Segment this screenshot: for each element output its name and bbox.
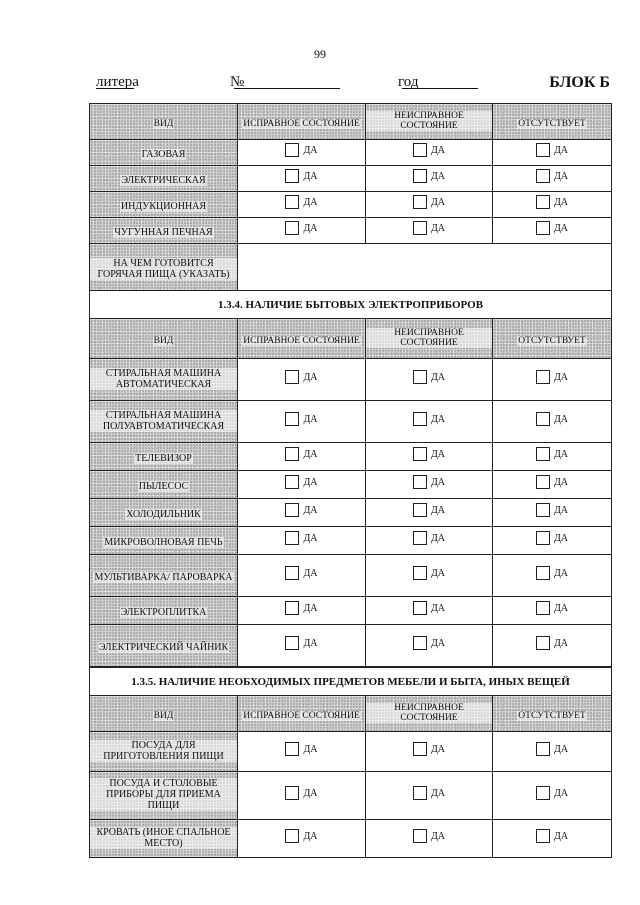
column-header-cell <box>238 319 366 359</box>
checkbox-label: ДА <box>303 602 318 614</box>
option-cell-working <box>238 772 366 820</box>
checkbox-label: ДА <box>553 371 569 383</box>
column-header-cell <box>493 319 612 359</box>
option-cell-absent <box>493 166 612 192</box>
column-header-cell <box>90 319 238 359</box>
table-row <box>90 359 612 401</box>
row-label: ГАЗОВАЯ <box>141 148 186 160</box>
option-absent[interactable] <box>536 447 568 461</box>
checkbox-label: ДА <box>553 532 569 544</box>
option-faulty[interactable] <box>413 636 445 650</box>
checkbox-working[interactable] <box>285 636 299 650</box>
checkbox-absent[interactable] <box>536 786 550 800</box>
column-header-label: ВИД <box>153 710 174 721</box>
option-working[interactable] <box>285 143 317 157</box>
row-label-cell <box>90 471 238 499</box>
option-cell-absent <box>493 527 612 555</box>
option-cell-faulty <box>366 527 493 555</box>
option-cell-absent <box>493 140 612 166</box>
column-header-label: ВИД <box>153 118 174 129</box>
checkbox-working[interactable] <box>285 475 299 489</box>
checkbox-working[interactable] <box>285 829 299 843</box>
checkbox-label: ДА <box>303 413 318 425</box>
option-cell-working <box>238 625 366 667</box>
checkbox-label: ДА <box>303 196 318 208</box>
checkbox-absent[interactable] <box>536 169 550 183</box>
checkbox-absent[interactable] <box>536 370 550 384</box>
option-working[interactable] <box>285 169 317 183</box>
row-label: ХОЛОДИЛЬНИК <box>126 508 201 520</box>
column-header-cell <box>493 104 612 140</box>
option-cell-faulty <box>366 401 493 443</box>
row-label-cell <box>90 499 238 527</box>
row-label-cell <box>90 597 238 625</box>
row-label-cell <box>90 192 238 218</box>
option-cell-absent <box>493 401 612 443</box>
option-cell-working <box>238 192 366 218</box>
column-header-row <box>90 104 612 140</box>
column-header-label: ИСПРАВНОЕ СОСТОЯНИЕ <box>243 118 360 129</box>
checkbox-label: ДА <box>430 567 446 579</box>
table-row <box>90 499 612 527</box>
appliances-table-body <box>90 291 612 667</box>
option-absent[interactable] <box>536 829 568 843</box>
checkbox-absent[interactable] <box>536 143 550 157</box>
option-faulty[interactable] <box>413 412 445 426</box>
row-label-cell <box>90 772 238 820</box>
option-cell-faulty <box>366 772 493 820</box>
option-cell-working <box>238 443 366 471</box>
option-faulty[interactable] <box>413 195 445 209</box>
option-absent[interactable] <box>536 531 568 545</box>
option-cell-absent <box>493 597 612 625</box>
checkbox-label: ДА <box>554 743 569 755</box>
checkbox-absent[interactable] <box>536 531 550 545</box>
checkbox-absent[interactable] <box>536 221 550 235</box>
number-input-line[interactable] <box>234 74 340 89</box>
option-faulty[interactable] <box>413 829 445 843</box>
option-cell-absent <box>493 218 612 244</box>
checkbox-working[interactable] <box>285 143 299 157</box>
column-header-cell <box>366 696 493 732</box>
option-cell-working <box>238 597 366 625</box>
option-cell-working <box>238 555 366 597</box>
checkbox-label: ДА <box>430 144 446 156</box>
checkbox-working[interactable] <box>285 566 299 580</box>
column-header-cell <box>238 696 366 732</box>
option-cell-faulty <box>366 597 493 625</box>
row-label: ЭЛЕКТРИЧЕСКИЙ ЧАЙНИК <box>98 641 229 653</box>
option-cell-faulty <box>366 359 493 401</box>
checkbox-faulty[interactable] <box>413 221 427 235</box>
checkbox-label: ДА <box>430 413 446 425</box>
checkbox-label: ДА <box>553 476 569 488</box>
row-label-cell <box>90 218 238 244</box>
column-header-row <box>90 319 612 359</box>
option-cell-absent <box>493 192 612 218</box>
option-cell-working <box>238 527 366 555</box>
option-cell-absent <box>493 471 612 499</box>
option-faulty[interactable] <box>413 475 445 489</box>
table-row-other <box>90 244 612 296</box>
checkbox-faulty[interactable] <box>413 195 427 209</box>
checkbox-label: ДА <box>430 371 446 383</box>
checkbox-faulty[interactable] <box>413 412 427 426</box>
section-title-row <box>90 291 612 319</box>
row-label: КРОВАТЬ (ИНОЕ СПАЛЬНОЕ МЕСТО) <box>90 827 237 849</box>
option-cell-faulty <box>366 555 493 597</box>
option-cell-working <box>238 218 366 244</box>
column-header-row <box>90 696 612 732</box>
option-working[interactable] <box>285 503 317 517</box>
checkbox-faulty[interactable] <box>413 475 427 489</box>
checkbox-absent[interactable] <box>536 636 550 650</box>
checkbox-label: ДА <box>430 743 446 755</box>
row-label: МУЛЬТИВАРКА/ ПАРОВАРКА <box>94 571 233 583</box>
checkbox-label: ДА <box>553 222 569 234</box>
table-row <box>90 732 612 772</box>
option-cell-faulty <box>366 443 493 471</box>
checkbox-absent[interactable] <box>536 566 550 580</box>
section-title: 1.3.4. НАЛИЧИЕ БЫТОВЫХ ЭЛЕКТРОПРИБОРОВ <box>90 291 612 319</box>
checkbox-label: ДА <box>553 637 569 649</box>
option-cell-working <box>238 820 366 858</box>
stove-table-body <box>90 104 612 296</box>
table-row <box>90 192 612 218</box>
stove-table <box>89 103 612 296</box>
option-working[interactable] <box>285 370 317 384</box>
checkbox-working[interactable] <box>285 412 299 426</box>
section-title-row <box>90 668 612 696</box>
checkbox-label: ДА <box>430 637 446 649</box>
column-header-label: ОТСУТСТВУЕТ <box>518 335 586 346</box>
checkbox-faulty[interactable] <box>413 742 427 756</box>
checkbox-absent[interactable] <box>536 412 550 426</box>
row-label: ЧУГУННАЯ ПЕЧНАЯ <box>114 226 213 238</box>
option-absent[interactable] <box>536 636 568 650</box>
option-working[interactable] <box>285 195 317 209</box>
option-absent[interactable] <box>536 195 568 209</box>
option-cell-working <box>238 471 366 499</box>
number-label: № <box>230 74 245 90</box>
checkbox-faulty[interactable] <box>413 786 427 800</box>
option-faulty[interactable] <box>413 503 445 517</box>
option-cell-absent <box>493 820 612 858</box>
option-absent[interactable] <box>536 412 568 426</box>
checkbox-working[interactable] <box>285 221 299 235</box>
checkbox-label: ДА <box>430 476 446 488</box>
row-label: ПОСУДА И СТОЛОВЫЕ ПРИБОРЫ ДЛЯ ПРИЕМА ПИЩИ <box>90 778 237 811</box>
checkbox-faulty[interactable] <box>413 531 427 545</box>
column-header-label: НЕИСПРАВНОЕ СОСТОЯНИЕ <box>366 703 492 723</box>
table-row <box>90 166 612 192</box>
checkbox-working[interactable] <box>285 195 299 209</box>
checkbox-working[interactable] <box>285 370 299 384</box>
row-label-cell <box>90 732 238 772</box>
row-label-cell <box>90 820 238 858</box>
row-label-cell <box>90 625 238 667</box>
option-cell-absent <box>493 772 612 820</box>
column-header-label: НЕИСПРАВНОЕ СОСТОЯНИЕ <box>366 328 492 348</box>
row-label: СТИРАЛЬНАЯ МАШИНА АВТОМАТИЧЕСКАЯ <box>90 368 237 390</box>
answer-text-field[interactable] <box>238 244 612 296</box>
option-cell-working <box>238 401 366 443</box>
checkbox-faulty[interactable] <box>413 566 427 580</box>
row-label-cell <box>90 244 238 296</box>
litera-label: литера <box>96 74 139 90</box>
checkbox-label: ДА <box>430 602 446 614</box>
checkbox-label: ДА <box>430 196 446 208</box>
row-label: ПЫЛЕСОС <box>138 480 189 492</box>
option-cell-working <box>238 166 366 192</box>
row-label: ИНДУКЦИОННАЯ <box>120 200 207 212</box>
checkbox-working[interactable] <box>285 503 299 517</box>
checkbox-label: ДА <box>553 504 569 516</box>
option-cell-working <box>238 499 366 527</box>
page-number: 99 <box>314 47 326 61</box>
option-cell-absent <box>493 732 612 772</box>
option-faulty[interactable] <box>413 221 445 235</box>
table-row <box>90 140 612 166</box>
checkbox-working[interactable] <box>285 601 299 615</box>
option-absent[interactable] <box>536 742 568 756</box>
checkbox-absent[interactable] <box>536 475 550 489</box>
checkbox-working[interactable] <box>285 169 299 183</box>
column-header-cell <box>238 104 366 140</box>
row-label-cell <box>90 527 238 555</box>
row-label-cell <box>90 359 238 401</box>
checkbox-label: ДА <box>303 222 318 234</box>
checkbox-absent[interactable] <box>536 195 550 209</box>
checkbox-label: ДА <box>430 222 446 234</box>
option-faulty[interactable] <box>413 143 445 157</box>
block-label: БЛОК Б <box>549 74 610 91</box>
checkbox-label: ДА <box>430 787 446 799</box>
option-cell-faulty <box>366 166 493 192</box>
row-label-cell <box>90 140 238 166</box>
option-absent[interactable] <box>536 475 568 489</box>
checkbox-working[interactable] <box>285 447 299 461</box>
checkbox-label: ДА <box>553 448 569 460</box>
option-working[interactable] <box>285 566 317 580</box>
option-working[interactable] <box>285 475 317 489</box>
column-header-label: ОТСУТСТВУЕТ <box>518 710 586 721</box>
option-absent[interactable] <box>536 169 568 183</box>
checkbox-absent[interactable] <box>536 447 550 461</box>
checkbox-faulty[interactable] <box>413 447 427 461</box>
checkbox-label: ДА <box>303 144 318 156</box>
option-cell-faulty <box>366 140 493 166</box>
row-label-cell <box>90 555 238 597</box>
column-header-label: ИСПРАВНОЕ СОСТОЯНИЕ <box>243 710 360 721</box>
column-header-cell <box>366 319 493 359</box>
table-row <box>90 527 612 555</box>
option-cell-working <box>238 732 366 772</box>
option-cell-faulty <box>366 499 493 527</box>
option-working[interactable] <box>285 447 317 461</box>
checkbox-label: ДА <box>303 532 318 544</box>
option-cell-working <box>238 359 366 401</box>
checkbox-absent[interactable] <box>536 742 550 756</box>
option-faulty[interactable] <box>413 447 445 461</box>
table-row <box>90 625 612 667</box>
option-cell-absent <box>493 443 612 471</box>
option-cell-absent <box>493 555 612 597</box>
row-label: ЭЛЕКТРИЧЕСКАЯ <box>121 174 206 186</box>
checkbox-faulty[interactable] <box>413 503 427 517</box>
option-absent[interactable] <box>536 786 568 800</box>
checkbox-label: ДА <box>430 830 446 842</box>
row-label: НА ЧЕМ ГОТОВИТСЯ ГОРЯЧАЯ ПИЩА (УКАЗАТЬ) <box>90 258 237 280</box>
form-header <box>96 74 610 96</box>
checkbox-faulty[interactable] <box>413 601 427 615</box>
checkbox-working[interactable] <box>285 786 299 800</box>
checkbox-label: ДА <box>553 602 569 614</box>
section-title: 1.3.5. НАЛИЧИЕ НЕОБХОДИМЫХ ПРЕДМЕТОВ МЕБЕЛИ И БЫТА, ИНЫХ ВЕЩЕЙ <box>90 668 612 696</box>
option-cell-faulty <box>366 625 493 667</box>
option-absent[interactable] <box>536 143 568 157</box>
row-label-cell <box>90 401 238 443</box>
year-label: год <box>398 74 419 90</box>
checkbox-label: ДА <box>430 170 446 182</box>
column-header-label: ИСПРАВНОЕ СОСТОЯНИЕ <box>243 335 360 346</box>
column-header-label: НЕИСПРАВНОЕ СОСТОЯНИЕ <box>366 111 492 131</box>
table-row <box>90 555 612 597</box>
year-input-line[interactable] <box>402 74 478 89</box>
checkbox-label: ДА <box>303 567 318 579</box>
column-header-cell <box>90 696 238 732</box>
row-label: ТЕЛЕВИЗОР <box>135 452 192 464</box>
checkbox-label: ДА <box>303 170 318 182</box>
row-label: ПОСУДА ДЛЯ ПРИГОТОВЛЕНИЯ ПИЩИ <box>90 740 237 762</box>
column-header-label: ОТСУТСТВУЕТ <box>518 118 586 129</box>
checkbox-faulty[interactable] <box>413 143 427 157</box>
litera-input-line[interactable] <box>96 74 134 89</box>
row-label-cell <box>90 443 238 471</box>
checkbox-label: ДА <box>553 413 569 425</box>
option-absent[interactable] <box>536 221 568 235</box>
option-cell-absent <box>493 499 612 527</box>
option-faulty[interactable] <box>413 786 445 800</box>
option-absent[interactable] <box>536 503 568 517</box>
checkbox-label: ДА <box>553 170 569 182</box>
checkbox-label: ДА <box>553 196 569 208</box>
option-working[interactable] <box>285 601 317 615</box>
option-absent[interactable] <box>536 370 568 384</box>
table-row <box>90 597 612 625</box>
table-row <box>90 218 612 244</box>
appliances-table <box>89 290 612 667</box>
column-header-cell <box>493 696 612 732</box>
table-row <box>90 443 612 471</box>
checkbox-faulty[interactable] <box>413 370 427 384</box>
option-cell-faulty <box>366 820 493 858</box>
option-working[interactable] <box>285 742 317 756</box>
column-header-label: ВИД <box>153 335 174 346</box>
option-faulty[interactable] <box>413 531 445 545</box>
option-working[interactable] <box>285 221 317 235</box>
option-cell-faulty <box>366 732 493 772</box>
option-working[interactable] <box>285 636 317 650</box>
table-row <box>90 471 612 499</box>
furniture-table-body <box>90 668 612 858</box>
checkbox-label: ДА <box>430 504 446 516</box>
checkbox-label: ДА <box>303 448 318 460</box>
option-faulty[interactable] <box>413 601 445 615</box>
option-faulty[interactable] <box>413 742 445 756</box>
row-label: СТИРАЛЬНАЯ МАШИНА ПОЛУАВТОМАТИЧЕСКАЯ <box>90 410 237 432</box>
checkbox-label: ДА <box>554 787 569 799</box>
table-row <box>90 820 612 858</box>
checkbox-absent[interactable] <box>536 503 550 517</box>
checkbox-label: ДА <box>430 532 446 544</box>
checkbox-absent[interactable] <box>536 601 550 615</box>
row-label-cell <box>90 166 238 192</box>
checkbox-label: ДА <box>303 743 318 755</box>
checkbox-label: ДА <box>303 504 318 516</box>
row-label: ЭЛЕКТРОПЛИТКА <box>120 606 207 618</box>
checkbox-label: ДА <box>430 448 446 460</box>
column-header-cell <box>366 104 493 140</box>
option-faulty[interactable] <box>413 370 445 384</box>
column-header-cell <box>90 104 238 140</box>
option-faulty[interactable] <box>413 566 445 580</box>
checkbox-label: ДА <box>303 637 318 649</box>
option-working[interactable] <box>285 829 317 843</box>
option-absent[interactable] <box>536 566 568 580</box>
option-working[interactable] <box>285 786 317 800</box>
checkbox-faulty[interactable] <box>413 636 427 650</box>
option-working[interactable] <box>285 531 317 545</box>
checkbox-label: ДА <box>303 830 318 842</box>
option-cell-working <box>238 140 366 166</box>
checkbox-label: ДА <box>553 567 569 579</box>
option-cell-faulty <box>366 218 493 244</box>
option-absent[interactable] <box>536 601 568 615</box>
checkbox-working[interactable] <box>285 531 299 545</box>
option-cell-absent <box>493 625 612 667</box>
table-row <box>90 772 612 820</box>
checkbox-absent[interactable] <box>536 829 550 843</box>
row-label: МИКРОВОЛНОВАЯ ПЕЧЬ <box>104 536 223 548</box>
checkbox-label: ДА <box>303 476 318 488</box>
checkbox-label: ДА <box>554 830 569 842</box>
checkbox-label: ДА <box>303 787 318 799</box>
option-cell-faulty <box>366 471 493 499</box>
option-cell-absent <box>493 359 612 401</box>
furniture-table <box>89 667 612 858</box>
checkbox-faulty[interactable] <box>413 169 427 183</box>
checkbox-label: ДА <box>303 371 318 383</box>
option-working[interactable] <box>285 412 317 426</box>
option-faulty[interactable] <box>413 169 445 183</box>
table-row <box>90 401 612 443</box>
checkbox-label: ДА <box>553 144 569 156</box>
checkbox-faulty[interactable] <box>413 829 427 843</box>
option-cell-faulty <box>366 192 493 218</box>
checkbox-working[interactable] <box>285 742 299 756</box>
